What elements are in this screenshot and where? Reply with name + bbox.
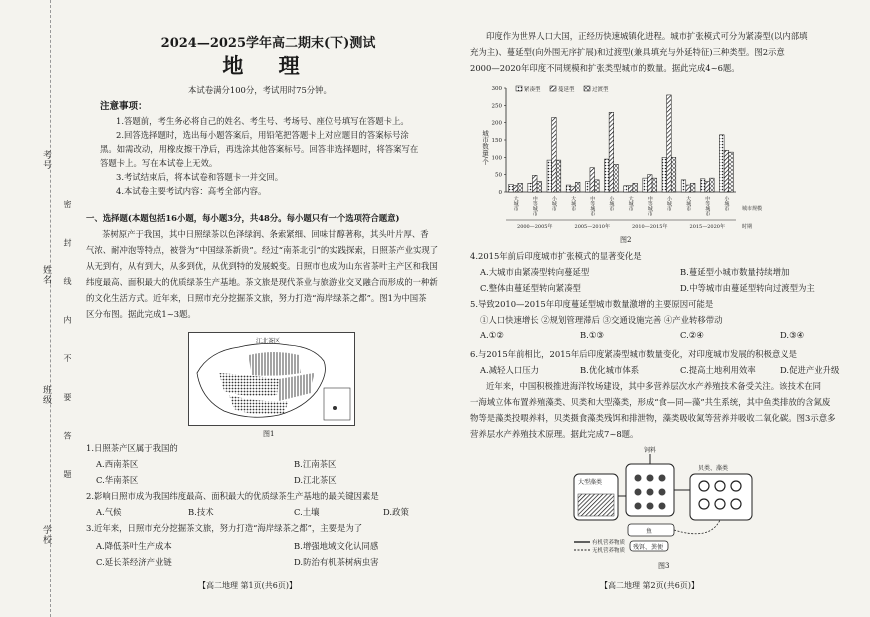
kaohao-label: 考号 bbox=[41, 150, 51, 170]
footer-right: 【高二地理 第2页(共6页)】 bbox=[600, 581, 699, 590]
q3-option-c[interactable]: C.延长茶经济产业链 bbox=[96, 557, 172, 567]
q1-option-d[interactable]: D.江北茶区 bbox=[294, 475, 337, 485]
q4-stem: 4.2015年前后印度城市扩张模式的显著变化是 bbox=[470, 251, 642, 261]
fig3-legend-organic: 有机营养物质 bbox=[592, 540, 626, 546]
bar-compact bbox=[528, 183, 533, 192]
q6-option-d[interactable]: D.促进产业升级 bbox=[780, 365, 840, 375]
intro-line: 纬度最高、面积最大的优质绿茶生产基地。茶文旅是现代茶业与旅游业交叉融合而形成的一种新 bbox=[86, 277, 438, 287]
bar-transition bbox=[633, 183, 638, 192]
figure3-diagram bbox=[570, 446, 760, 558]
right-intro-line: 2000—2020年印度不同规模和扩张类型城市的数量。据此完成4~6题。 bbox=[470, 63, 740, 73]
bar-transition bbox=[537, 182, 542, 192]
bar-transition bbox=[690, 183, 695, 192]
x-extra-label: 时期 bbox=[742, 224, 753, 230]
right-intro2-line: 营养层水产养殖技术原理。据此完成7~8题。 bbox=[470, 429, 639, 439]
figure2-bar-chart bbox=[478, 80, 788, 242]
bar-compact bbox=[585, 182, 590, 192]
q5-option-c[interactable]: C.②④ bbox=[680, 330, 704, 340]
right-intro2-line: 近年来，中国积极推进海洋牧场建设，其中多营养层次水产养殖技术备受关注。该技术在同 bbox=[486, 381, 821, 391]
bar-transition bbox=[518, 183, 523, 192]
right-intro-line: 充为主)、蔓延型(向外围无序扩展)和过渡型(兼具填充与外延特征)三种类型。图2示意 bbox=[470, 47, 785, 57]
bar-sprawl bbox=[552, 117, 557, 192]
q6-option-c[interactable]: C.提高土地利用效率 bbox=[680, 365, 756, 375]
bar-compact bbox=[662, 157, 667, 192]
exam-title: 2024—2025学年高二期末(下)测试 bbox=[160, 36, 376, 51]
subject-title: 地 理 bbox=[222, 53, 314, 78]
right-intro2-line: 一海域立体布置养殖藻类、贝类和大型藻类，形成“食—同—藻”共生系统，其中鱼类排放的含氮废 bbox=[470, 397, 831, 407]
x-category-label: 大城市 bbox=[570, 196, 577, 211]
x-category-label: 中等城市 bbox=[589, 196, 596, 216]
notice-line: 4.本试卷主要考试内容：高考全部内容。 bbox=[116, 186, 267, 196]
y-tick-label: 300 bbox=[491, 86, 502, 92]
x-category-label: 中等城市 bbox=[646, 196, 653, 216]
bar-sprawl bbox=[609, 112, 614, 192]
x-category-label: 大城市 bbox=[512, 196, 519, 211]
x-category-label: 大城市 bbox=[685, 196, 692, 211]
legend-label: 过渡型 bbox=[592, 87, 609, 93]
fig1-label: 江北茶区 bbox=[256, 338, 281, 345]
q3-stem: 3.近年来，日照市充分挖掘茶文旅，努力打造“海岸绿茶之都”，主要是为了 bbox=[86, 523, 363, 533]
notice-line: 3.考试结束后，将本试卷和答题卡一并交回。 bbox=[116, 172, 284, 182]
intro-line: 气浓、耐冲泡等特点，被誉为“中国绿茶新贵”。经过“南茶北引”的实践探索，日照茶产业实现了 bbox=[86, 245, 439, 255]
notice-line: 1.答题前，考生务必将自己的姓名、考生号、考场号、座位号填写在答题卡上。 bbox=[116, 116, 409, 126]
legend-label: 紧凑型 bbox=[524, 87, 541, 93]
footer-left: 【高二地理 第1页(共6页)】 bbox=[198, 581, 297, 590]
notice-line: 2.回答选择题时，选出每小题答案后，用铅笔把答题卡上对应题目的答案标号涂 bbox=[116, 130, 409, 140]
x-category-label: 中等城市 bbox=[704, 196, 711, 216]
bar-transition bbox=[671, 157, 676, 192]
left-page bbox=[58, 0, 458, 617]
fig3-label-waste: 残饵、粪便 bbox=[633, 544, 664, 551]
q4-option-d[interactable]: D.中等城市由蔓延型转向过渡型为主 bbox=[680, 283, 815, 293]
bar-compact bbox=[720, 135, 725, 192]
x-period-label: 2010—2015年 bbox=[632, 224, 668, 230]
bar-compact bbox=[700, 179, 705, 192]
y-tick-label: 100 bbox=[491, 155, 502, 162]
xingming-label: 姓名 bbox=[41, 265, 51, 285]
notice-line: 答题卡上。写在本试卷上无效。 bbox=[100, 158, 218, 168]
chart-caption: 图2 bbox=[620, 236, 632, 244]
legend-swatch bbox=[550, 86, 556, 91]
q4-option-b[interactable]: B.蔓延型小城市数量持续增加 bbox=[680, 267, 790, 277]
x-category-label: 小城市 bbox=[665, 196, 672, 211]
legend-label: 蔓延型 bbox=[558, 87, 575, 93]
right-intro2-line: 物等是藻类投喂养料，贝类摄食藻类残饵和排泄物，藻类吸收氮等营养并吸收二氧化碳。图3示意多 bbox=[470, 413, 836, 423]
bar-transition bbox=[556, 160, 561, 192]
right-page bbox=[470, 0, 860, 617]
bar-transition bbox=[652, 178, 657, 192]
section-heading: 一、选择题(本题包括16小题，每小题3分，共48分。每小题只有一个选项符合题意) bbox=[86, 213, 400, 223]
q1-option-b[interactable]: B.江南茶区 bbox=[294, 459, 337, 469]
q1-stem: 1.日照茶产区属于我国的 bbox=[86, 443, 178, 453]
q2-option-b[interactable]: B.技术 bbox=[188, 507, 214, 517]
fig3-caption: 图3 bbox=[658, 562, 670, 570]
q1-option-c[interactable]: C.华南茶区 bbox=[96, 475, 139, 485]
y-tick-label: 0 bbox=[498, 190, 502, 196]
bar-compact bbox=[566, 185, 571, 192]
bar-sprawl bbox=[590, 168, 595, 192]
intro-line: 区分布图。据此完成1~3题。 bbox=[86, 309, 196, 319]
x-period-label: 2000—2005年 bbox=[517, 224, 553, 230]
legend-swatch bbox=[516, 86, 522, 91]
q2-stem: 2.影响日照市成为我国纬度最高、面积最大的优质绿茶生产基地的最关键因素是 bbox=[86, 491, 379, 501]
x-category-label: 中等城市 bbox=[531, 196, 538, 216]
xuexiao-label: 学校 bbox=[41, 525, 51, 545]
intro-line: 的文化生活方式。近年来，日照市充分挖掘茶文旅，努力打造“海岸绿茶之都”。图1为中国茶 bbox=[86, 293, 427, 303]
bar-sprawl bbox=[513, 186, 518, 192]
chart-ylabel: 城市数量/个 bbox=[481, 130, 489, 165]
seal-line-text: 密 封 线 内 不 要 答 题 bbox=[63, 200, 72, 492]
q5-option-b[interactable]: B.①③ bbox=[580, 330, 604, 340]
intro-line: 从无到有，从有到大，从多到优，从优到特的发展蜕变。日照市也成为山东省茶叶主产区和我国 bbox=[86, 261, 438, 271]
x-category-label: 小城市 bbox=[550, 196, 557, 211]
right-intro-line: 印度作为世界人口大国，正经历快速城镇化进程。城市扩张模式可分为紧凑型(以内部填 bbox=[486, 31, 808, 41]
bar-sprawl bbox=[705, 182, 710, 192]
q5-items: ①人口快速增长 ②规划管理滞后 ③交通设施完善 ④产业转移带动 bbox=[480, 315, 723, 325]
q4-option-c[interactable]: C.整体由蔓延型转向紧凑型 bbox=[480, 283, 581, 293]
bar-compact bbox=[624, 186, 629, 192]
bar-sprawl bbox=[686, 185, 691, 192]
notice-line: 黑。如需改动，用橡皮擦干净后，再选涂其他答案标号。回答非选择题时，将答案写在 bbox=[100, 144, 419, 154]
q2-option-d[interactable]: D.政策 bbox=[383, 507, 409, 517]
x-category-label: 大城市 bbox=[627, 196, 634, 211]
fig3-label-fish: 鱼 bbox=[646, 528, 653, 535]
intro-line: 茶树原产于我国，其中日照绿茶以色泽绿润、条索紧细、回味甘醇著称，其头叶片厚、香 bbox=[102, 229, 429, 239]
bar-compact bbox=[681, 180, 686, 192]
q3-option-d[interactable]: D.防治有机茶树病虫害 bbox=[294, 557, 379, 567]
y-tick-label: 50 bbox=[495, 172, 502, 179]
x-extra-label: 城市规模 bbox=[742, 206, 763, 212]
bar-sprawl bbox=[628, 186, 633, 192]
q5-option-d[interactable]: D.③④ bbox=[780, 330, 805, 340]
bar-transition bbox=[710, 178, 715, 192]
y-tick-label: 200 bbox=[491, 120, 502, 127]
fig3-label-seaweed: 大型藻类 bbox=[578, 479, 603, 486]
x-period-label: 2005—2010年 bbox=[574, 224, 610, 230]
q6-stem: 6.与2015年前相比，2015年后印度紧凑型城市数量变化，对印度城市发展的积极意义是 bbox=[470, 349, 797, 359]
fig3-label-feed: 饲料 bbox=[644, 447, 657, 454]
bar-sprawl bbox=[647, 175, 652, 192]
x-category-label: 小城市 bbox=[608, 196, 615, 211]
bar-transition bbox=[614, 164, 619, 192]
fig3-legend-inorganic: 无机营养物质 bbox=[592, 548, 626, 554]
bar-sprawl bbox=[724, 150, 729, 192]
q6-option-b[interactable]: B.优化城市体系 bbox=[580, 365, 640, 375]
q3-option-a[interactable]: A.降低茶叶生产成本 bbox=[96, 541, 172, 551]
notice-title: 注意事项： bbox=[100, 101, 148, 112]
bar-sprawl bbox=[667, 95, 672, 192]
q1-option-a[interactable]: A.西南茶区 bbox=[96, 459, 139, 469]
x-period-label: 2015—2020年 bbox=[689, 224, 725, 230]
q2-option-a[interactable]: A.气候 bbox=[96, 507, 122, 517]
q5-stem: 5.导致2010—2015年印度蔓延型城市数量激增的主要原因可能是 bbox=[470, 299, 714, 309]
x-category-label: 小城市 bbox=[723, 196, 730, 211]
bar-sprawl bbox=[532, 175, 537, 192]
bar-transition bbox=[575, 182, 580, 192]
fig3-label-shellfish: 贝类、藻类 bbox=[698, 465, 729, 472]
bar-compact bbox=[547, 160, 552, 192]
legend-swatch bbox=[584, 86, 590, 91]
q3-option-b[interactable]: B.增强地域文化认同感 bbox=[294, 541, 379, 551]
bar-compact bbox=[643, 178, 648, 192]
bar-transition bbox=[729, 152, 734, 192]
q4-option-a[interactable]: A.大城市由紧凑型转向蔓延型 bbox=[480, 267, 590, 277]
y-tick-label: 250 bbox=[491, 103, 502, 110]
q2-option-c[interactable]: C.土壤 bbox=[294, 507, 320, 517]
bar-compact bbox=[509, 184, 514, 192]
fig1-caption: 图1 bbox=[263, 430, 275, 438]
exam-meta: 本试卷满分100分，考试用时75分钟。 bbox=[188, 85, 332, 95]
banji-label: 班级 bbox=[41, 385, 51, 405]
bar-transition bbox=[595, 180, 600, 192]
q6-option-a[interactable]: A.减轻人口压力 bbox=[480, 365, 539, 375]
bar-compact bbox=[605, 159, 610, 192]
bar-sprawl bbox=[571, 187, 576, 192]
y-tick-label: 150 bbox=[491, 138, 502, 144]
q5-option-a[interactable]: A.①② bbox=[480, 330, 504, 340]
